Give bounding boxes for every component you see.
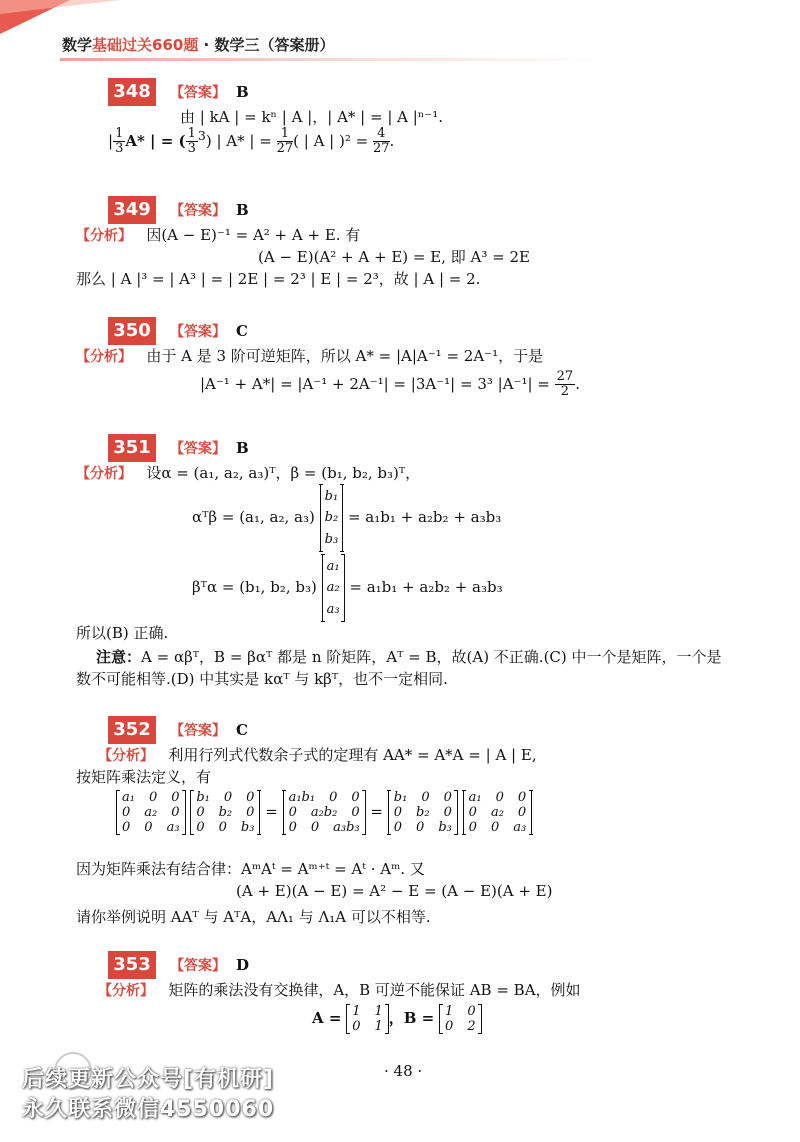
matrix-cell: 0 — [171, 805, 180, 820]
matrix-cell: 0 — [443, 790, 452, 805]
matrix-cell: a₂ — [490, 805, 504, 820]
q352-line3: 因为矩阵乘法有结合律：AᵐAᵗ = Aᵐ⁺ᵗ = Aᵗ · Aᵐ. 又 — [76, 860, 425, 878]
matrix-cell: b₁ — [393, 790, 408, 805]
q351-note-line2: 数不可能相等.(D) 中其实是 kαᵀ 与 kβᵀ，也不一定相同. — [76, 670, 448, 688]
matrix-cell: 0 — [196, 820, 205, 835]
matrix-cell: a₃ — [513, 820, 527, 835]
matrix-row — [394, 805, 452, 820]
matrix-cell: 0 — [329, 790, 338, 805]
answer-value: C — [236, 721, 248, 739]
answer-label: 【答案】 — [170, 958, 226, 974]
matrix-cell: b₃ — [438, 820, 452, 835]
answer-label: 【答案】 — [170, 441, 226, 457]
q351-line1: 【分析】 设α = (a₁, a₂, a₃)ᵀ，β = (b₁, b₂, b₃)ᵀ， — [76, 464, 421, 482]
matrix-row — [196, 820, 254, 835]
matrix-cell: 0 — [495, 790, 504, 805]
question-number-badge: 352 — [108, 716, 156, 744]
q348-line2: | $\frac{1}{3}$ A* | = ( $\frac{1}{3}$ $^3$) | A* | = $\frac{1}{27}$ ( | A | )² = $\frac{4}{27}$ . — [108, 126, 395, 157]
q352-matrix-equation: a₁ 0 0 0 a₂ 0 0 0 a₃ b₁ 0 0 0 b₂ 0 0 0 b₃ = a₁b₁ 0 0 0 a₂b₂ 0 0 0 a₃b₃ = b₁ 0 0 0 b₂ 0 0 0 b₃ a₁ 0 0 0 a₂ 0 0 0 a₃ — [116, 790, 532, 835]
matrix-cell: 0 — [490, 820, 500, 835]
matrix-cell: 2 — [467, 1019, 476, 1034]
answer-label: 【答案】 — [170, 723, 226, 739]
matrix-cell: 0 — [468, 805, 477, 820]
matrix-cell: a₃b₃ — [333, 820, 360, 835]
answer-value: D — [236, 956, 250, 974]
fraction: $\frac{1}{3}$ — [115, 126, 124, 157]
matrix-cell: 0 — [218, 820, 227, 835]
question-number-badge: 353 — [108, 951, 156, 979]
matrix-row — [122, 790, 180, 805]
matrix-row — [352, 1004, 383, 1019]
page-number: · 48 · — [384, 1062, 423, 1080]
analysis-label: 【分析】 — [76, 466, 132, 482]
book-title — [62, 34, 334, 55]
matrix-row — [394, 790, 452, 805]
q351-eq1: αᵀβ = (a₁, a₂, a₃) b₁ b₂ b₃ = a₁b₁ + a₂b₂ + a₃b₃ — [192, 484, 501, 552]
matrix-cell: 0 — [196, 805, 205, 820]
matrix-cell: a₁ — [122, 790, 135, 805]
matrix-cell: 1 — [374, 1004, 383, 1019]
matrix-cell: 0 — [122, 820, 131, 835]
q350-line1: 【分析】 由于 A 是 3 阶可逆矩阵，所以 A* = |A|A⁻¹ = 2A⁻¹，于是 — [76, 347, 544, 365]
matrix-row — [122, 820, 180, 835]
matrix-cell: 0 — [445, 1019, 454, 1034]
header-corner-decoration-light — [0, 0, 120, 14]
question-353 — [108, 951, 249, 979]
q352-line1: 【分析】 利用行列式代数余子式的定理有 AA* = A*A = | A | E, — [98, 746, 537, 764]
q349-line3: 那么 | A |³ = | A³ | = | 2E | = 2³ | E | = 2³，故 | A | = 2. — [76, 270, 481, 288]
question-number-badge: 351 — [108, 434, 156, 462]
q348-line1: 由 | kA | = kⁿ | A |，| A* | = | A |ⁿ⁻¹. — [180, 108, 444, 126]
title-prefix: 数学 — [62, 36, 93, 54]
question-352 — [108, 716, 248, 744]
matrix-b-2 — [388, 790, 458, 835]
question-351 — [108, 434, 249, 462]
matrix-row — [445, 1004, 476, 1019]
matrix-cell: 0 — [351, 790, 360, 805]
q353-example: A = 1 1 0 1 ，B = 1 0 0 2 — [312, 1004, 482, 1034]
matrix-cell: b₃ — [240, 820, 255, 835]
matrix-cell: a₂ — [144, 805, 158, 820]
q351-eq2: βᵀα = (b₁, b₂, b₃) a₁ a₂ a₃ = a₁b₁ + a₂b₂ + a₃b₃ — [192, 554, 503, 622]
vector-b: b₁ b₂ b₃ — [320, 484, 344, 552]
answer-value: B — [236, 201, 249, 219]
matrix-cell: 0 — [517, 790, 527, 805]
answer-label: 【答案】 — [170, 85, 226, 101]
q352-line4: (A + E)(A − E) = A² − E = (A − E)(A + E) — [236, 882, 553, 900]
analysis-label: 【分析】 — [98, 983, 154, 999]
title-highlight: 基础过关660题 — [92, 36, 199, 54]
analysis-label: 【分析】 — [76, 349, 132, 365]
matrix-cell: b₁ — [196, 790, 210, 805]
answer-value: B — [236, 439, 249, 457]
watermark-line2: 永久联系微信4550060 — [22, 1097, 275, 1122]
matrix-cell: 0 — [288, 805, 297, 820]
matrix-cell: 0 — [246, 790, 255, 805]
page-header — [0, 0, 800, 70]
matrix-cell: 0 — [246, 805, 255, 820]
q350-line2: |A⁻¹ + A*| = |A⁻¹ + 2A⁻¹| = |3A⁻¹| = 3³ |A⁻¹| = $\frac{27}{2}$ . — [200, 369, 580, 400]
matrix-row — [352, 1019, 383, 1034]
matrix-cell: 0 — [517, 805, 527, 820]
matrix-row — [445, 1019, 476, 1034]
matrix-cell: a₁ — [468, 790, 482, 805]
q352-line2: 按矩阵乘法定义，有 — [76, 768, 212, 786]
q351-conclusion: 所以(B) 正确. — [76, 624, 169, 642]
q349-line1: 【分析】 因(A − E)⁻¹ = A² + A + E. 有 — [76, 226, 361, 244]
matrix-b-example — [439, 1004, 482, 1034]
matrix-cell: 0 — [351, 805, 360, 820]
matrix-cell: a₃ — [166, 820, 180, 835]
matrix-row — [289, 805, 360, 820]
vector-a: a₁ a₂ a₃ — [322, 554, 345, 622]
matrix-cell: a₂b₂ — [310, 805, 338, 820]
matrix-cell: 1 — [352, 1004, 361, 1019]
watermark-line1: 后续更新公众号[有机研] — [22, 1067, 275, 1092]
matrix-cell: 0 — [223, 790, 233, 805]
matrix-cell: 0 — [393, 805, 403, 820]
matrix-cell: 1 — [374, 1019, 383, 1034]
matrix-cell: 0 — [352, 1019, 361, 1034]
matrix-cell: 0 — [393, 820, 403, 835]
matrix-cell: a₁b₁ — [288, 790, 316, 805]
q352-line5: 请你举例说明 AAᵀ 与 AᵀA，AΛ₁ 与 Λ₁A 可以不相等. — [76, 908, 431, 926]
analysis-label: 【分析】 — [98, 748, 154, 764]
question-349 — [108, 196, 249, 224]
answer-label: 【答案】 — [170, 203, 226, 219]
matrix-cell: 1 — [445, 1004, 454, 1019]
question-number-badge: 349 — [108, 196, 156, 224]
matrix-cell: 0 — [122, 805, 131, 820]
matrix-row — [196, 805, 254, 820]
matrix-cell: 0 — [148, 790, 158, 805]
matrix-cell: 0 — [288, 820, 297, 835]
matrix-row — [469, 820, 527, 835]
answer-value: B — [236, 83, 249, 101]
matrix-ab — [283, 790, 366, 835]
matrix-cell: 0 — [468, 820, 477, 835]
matrix-row — [394, 820, 452, 835]
matrix-cell: b₂ — [416, 805, 430, 820]
matrix-a-example — [346, 1004, 389, 1034]
matrix-row — [469, 805, 527, 820]
question-number-badge: 350 — [108, 317, 156, 345]
matrix-cell: 0 — [144, 820, 153, 835]
q351-note-line1: 注意：A = αβᵀ，B = βαᵀ 都是 n 阶矩阵，Aᵀ = B，故(A) 不正确.(C) 中一个是矩阵，一个是 — [96, 648, 722, 666]
matrix-cell: 0 — [171, 790, 180, 805]
analysis-label: 【分析】 — [76, 228, 132, 244]
matrix-cell: b₂ — [218, 805, 233, 820]
matrix-cell: 0 — [467, 1004, 476, 1019]
matrix-cell: 0 — [416, 820, 425, 835]
matrix-cell: 0 — [421, 790, 430, 805]
q349-line2: (A − E)(A² + A + E) = E, 即 A³ = 2E — [258, 248, 530, 266]
q353-line1: 【分析】 矩阵的乘法没有交换律，A，B 可逆不能保证 AB = BA，例如 — [98, 981, 581, 999]
matrix-cell: 0 — [310, 820, 320, 835]
matrix-row — [122, 805, 180, 820]
matrix-a-2 — [463, 790, 533, 835]
question-number-badge: 348 — [108, 78, 156, 106]
title-suffix: · 数学三（答案册） — [198, 36, 335, 54]
answer-label: 【答案】 — [170, 324, 226, 340]
matrix-a — [116, 790, 186, 835]
matrix-row — [289, 790, 360, 805]
question-348 — [108, 78, 249, 106]
answer-value: C — [236, 322, 248, 340]
matrix-row — [196, 790, 254, 805]
question-350 — [108, 317, 248, 345]
matrix-b — [190, 790, 260, 835]
matrix-cell: 0 — [443, 805, 452, 820]
header-rule — [60, 58, 600, 61]
matrix-row — [469, 790, 527, 805]
matrix-row — [289, 820, 360, 835]
